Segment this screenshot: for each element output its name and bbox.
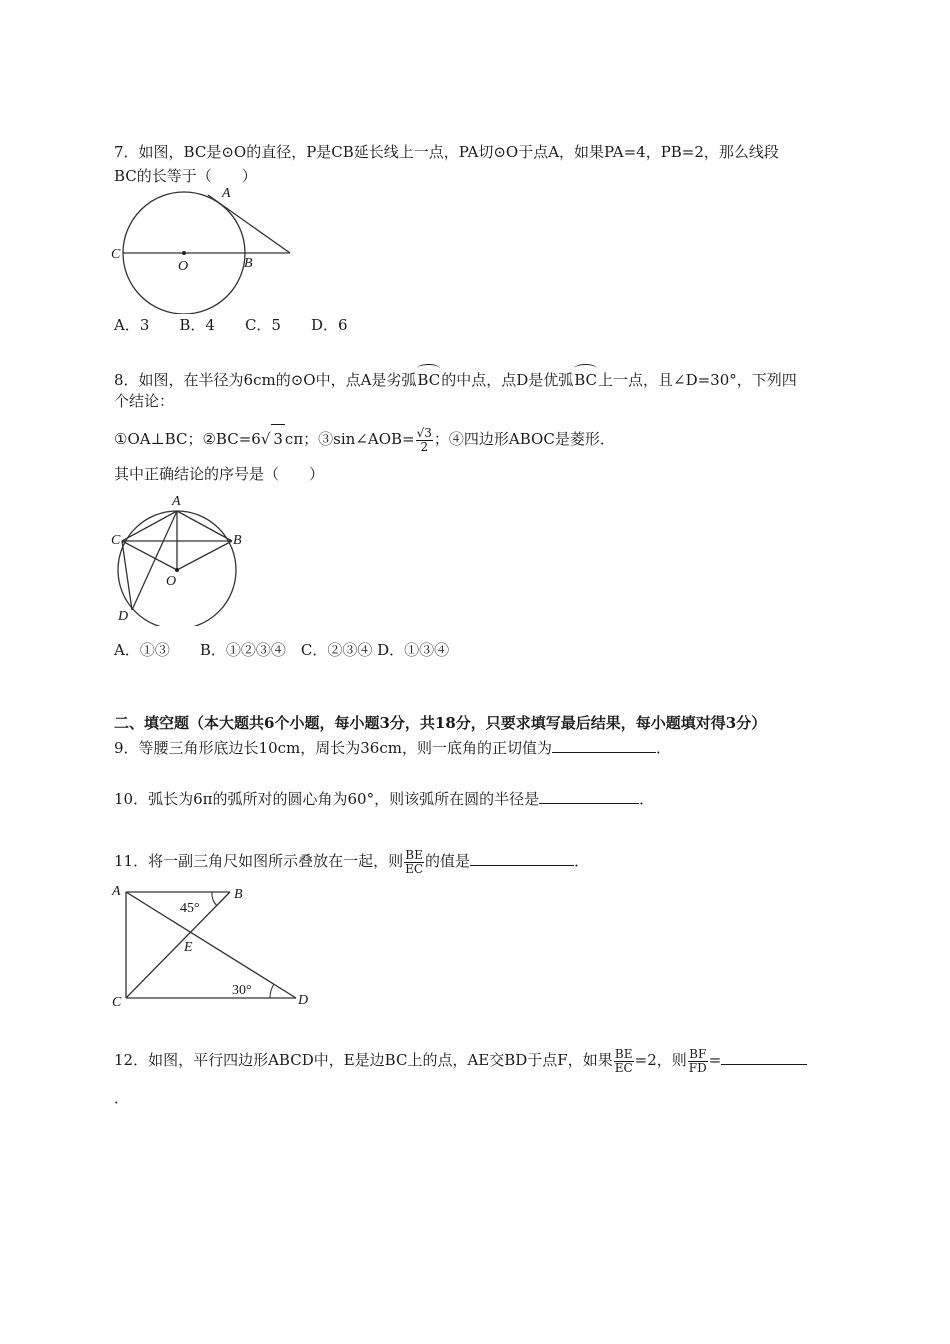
q11-fraction [404, 849, 424, 876]
q8-arc-bc-major: BC [574, 364, 597, 390]
q8-line2: 个结论： [114, 392, 175, 410]
q8-line-ca [122, 511, 177, 541]
q12-eq: =2，则 [634, 1051, 687, 1069]
q11-label-d: D [298, 993, 309, 1008]
q12-text: 12．如图，平行四边形ABCD中，E是边BC上的点，AE交BD于点F，如果 [114, 1051, 613, 1069]
q7-line2: BC的长等于（ ） [114, 167, 257, 185]
q11-frac-den: EC [405, 861, 424, 876]
q11-angle-30: 30° [232, 983, 252, 998]
q7-label-b: B [244, 256, 253, 271]
q8-c4: ；④四边形ABOC是菱形． [433, 430, 615, 448]
q11-text: 11．将一副三角尺如图所示叠放在一起，则 [114, 852, 404, 870]
q11-label-e: E [184, 940, 193, 955]
q7-label-o: O [178, 259, 189, 274]
q11-figure [108, 880, 318, 1012]
q9-text: 9．等腰三角形底边长10cm，周长为36cm，则一底角的正切值为 [114, 739, 552, 757]
q7-line1: 7．如图，BC是⊙O的直径，P是CB延长线上一点，PA切⊙O于点A，如果PA=4，PB=2，那么线段 [114, 143, 779, 161]
q12-frac1-num: BE [614, 1046, 633, 1061]
q8-suffix: 上一点，且∠D=30°，下列四 [598, 371, 797, 389]
q8-line-dc [122, 541, 132, 610]
q7-label-a: A [222, 186, 231, 201]
q10-end: ． [639, 790, 655, 808]
q11-label-b: B [234, 887, 243, 902]
q10-text: 10．弧长为6π的弧所对的圆心角为60°，则该弧所在圆的半径是 [114, 790, 540, 808]
q7-options: A．3 B．4 C．5 D．6 [114, 316, 348, 334]
q8-conclusions [114, 424, 615, 454]
q7-label-c: C [111, 247, 121, 262]
q9 [114, 738, 671, 758]
q11-tail: 的值是 [425, 852, 471, 870]
q8-c1-tail: cπ；③sin∠AOB= [284, 430, 415, 448]
q11-angle-45: 45° [180, 901, 200, 916]
q8-line4: 其中正确结论的序号是（ ） [114, 465, 325, 483]
q12-end: ． [114, 1089, 130, 1107]
q8-frac-den: 2 [420, 439, 429, 454]
q12-answer-blank[interactable] [721, 1050, 807, 1065]
q8-mid: 的中点，点D是优弧 [441, 371, 574, 389]
q8-c1-root: 3 [271, 424, 285, 453]
q12-frac1-den: EC [614, 1060, 633, 1075]
q11-label-a: A [112, 884, 121, 899]
q8-label-a: A [172, 494, 181, 509]
q8-line1 [114, 364, 797, 390]
q8-frac-num: √3 [416, 425, 432, 440]
q10 [114, 789, 654, 809]
q11-arc-30 [270, 984, 274, 998]
q11-line-cb [126, 892, 230, 998]
q8-label-c: C [111, 533, 121, 548]
q12-frac2-num: BF [689, 1046, 707, 1061]
sqrt-symbol-icon: √ [260, 430, 271, 448]
q8-line-ab [177, 511, 232, 541]
q11-label-c: C [112, 995, 122, 1010]
q10-answer-blank[interactable] [539, 789, 639, 804]
q7-center-dot [182, 251, 186, 255]
q8-prefix: 8．如图，在半径为6cm的⊙O中，点A是劣弧 [114, 371, 417, 389]
q9-answer-blank[interactable] [552, 738, 656, 753]
q11-arc-45 [212, 892, 217, 906]
q12-fraction-1 [614, 1048, 634, 1075]
section-2-title: 二、填空题（本大题共6个小题，每小题3分，共18分，只要求填写最后结果，每小题填对得3分） [114, 714, 767, 732]
q8-c1: ①OA⊥BC；②BC=6 [114, 430, 261, 448]
q8-label-o: O [166, 574, 177, 589]
q7-tangent-line [208, 195, 290, 253]
q11 [114, 846, 589, 876]
q8-fraction [416, 427, 433, 454]
q8-figure [108, 490, 248, 626]
q11-end: ． [574, 852, 590, 870]
q11-line-ad [126, 892, 296, 998]
q12-fraction-2 [688, 1048, 708, 1075]
q11-frac-num: BE [405, 847, 423, 862]
q9-end: ． [655, 739, 671, 757]
q12 [114, 1043, 807, 1077]
q12-eq2: = [708, 1051, 722, 1069]
q8-line-ob [177, 541, 232, 570]
q8-label-b: B [233, 533, 242, 548]
q7-figure [108, 184, 298, 314]
q8-options: A．①③ B．①②③④ C．②③④ D．①③④ [114, 641, 450, 659]
q8-arc-bc-minor: BC [417, 364, 440, 390]
q11-answer-blank[interactable] [470, 851, 574, 866]
q8-line-co [122, 541, 177, 570]
q8-label-d: D [118, 609, 129, 624]
q8-center-dot [175, 568, 179, 572]
q12-frac2-den: FD [688, 1060, 707, 1075]
